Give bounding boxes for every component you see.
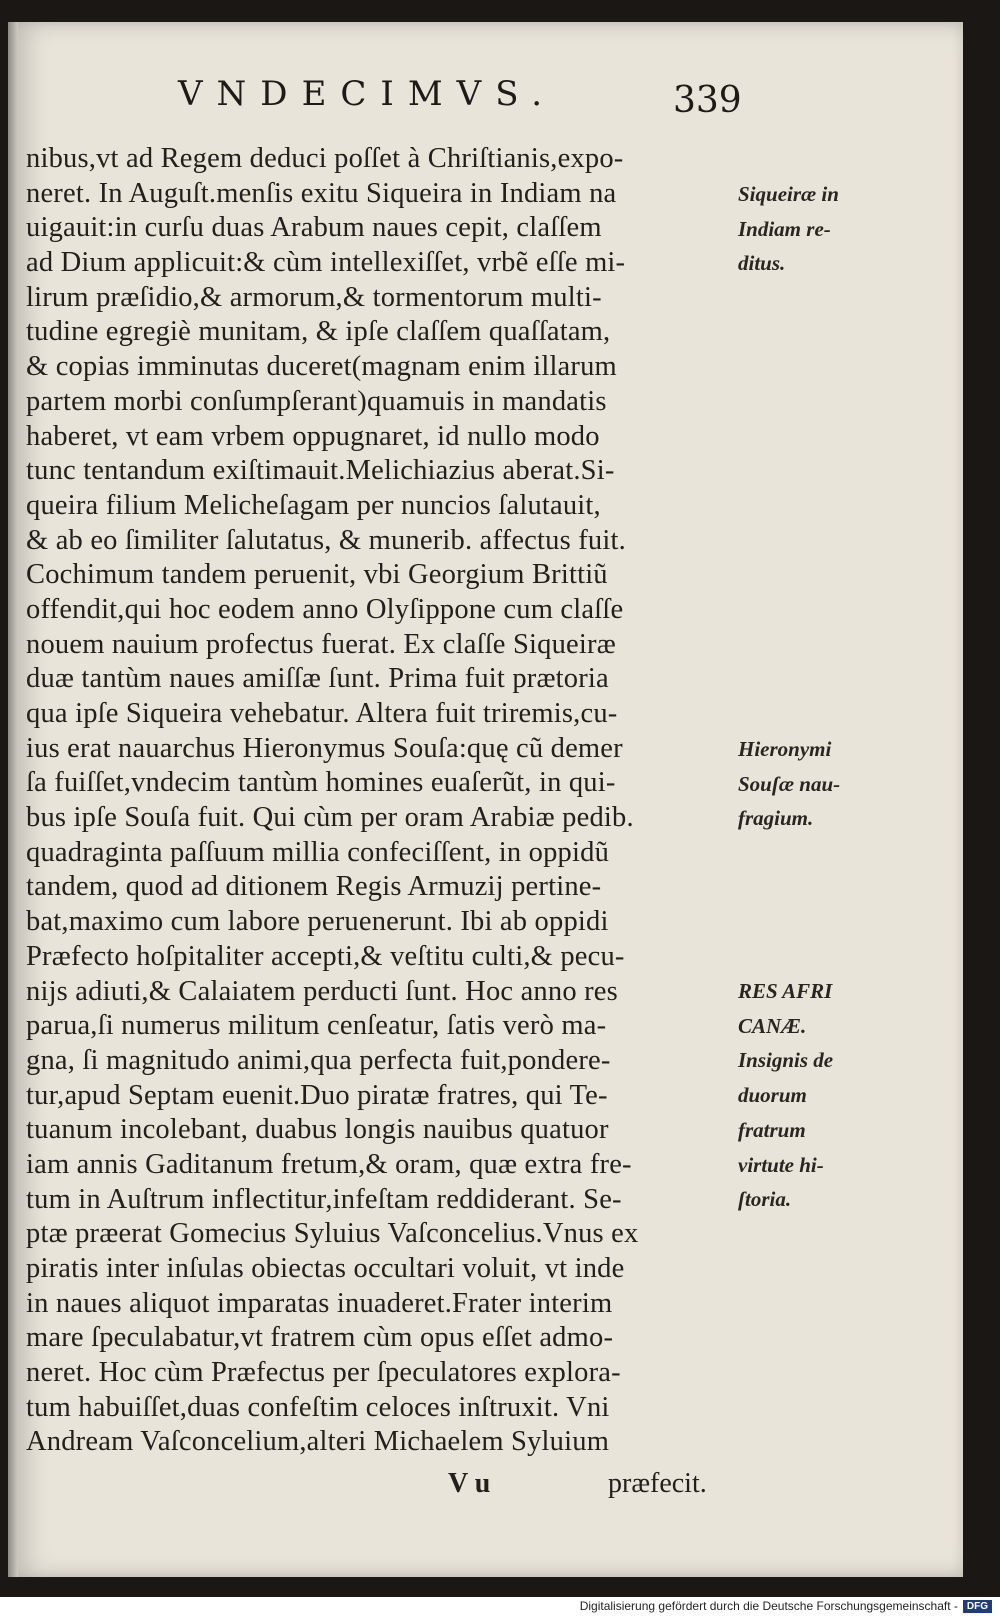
text-line: offendit,qui hoc eodem anno Olyſippone cum claſſe [26, 593, 624, 625]
text-line: Præfecto hoſpitaliter accepti,& veſtitu culti,& pecu- [26, 940, 625, 972]
running-head: VNDECIMVS. [178, 74, 557, 114]
text-line: gna, ſi magnitudo animi,qua perfecta fuit,pondere- [26, 1044, 611, 1076]
marginal-note-line: Insignis de [738, 1048, 834, 1073]
marginal-note-line: RES AFRI [738, 979, 833, 1003]
text-line: tum habuiſſet,duas confeſtim celoces inſtruxit. Vni [26, 1391, 610, 1423]
text-line: tunc tentandum exiſtimauit.Melichiazius aberat.Si- [26, 455, 615, 487]
text-line: iam annis Gaditanum fretum,& oram, quæ extra fre- [26, 1148, 632, 1180]
text-line: tandem, quod ad ditionem Regis Armuzij pertine- [26, 871, 602, 903]
marginal-note-line: CANÆ. [738, 1013, 807, 1038]
text-line: bus ipſe Souſa fuit. Qui cùm per oram Arabiæ pedib. [26, 802, 634, 834]
marginal-note-line: Hieronymi [738, 737, 832, 761]
text-line: bat,maximo cum labore peruenerunt. Ibi ab oppidi [26, 906, 609, 938]
text-line: ſa fuiſſet,vndecim tantùm homines euaſerũt, in qui- [26, 767, 616, 799]
text-line: uigauit:in curſu duas Arabum naues cepit, claſſem [26, 212, 602, 244]
marginal-note-line: virtute hi- [738, 1152, 824, 1177]
text-line: qua ipſe Siqueira vehebatur. Altera fuit triremis,cu- [26, 698, 618, 729]
text-line: in naues aliquot imparatas inuaderet.Frater interim [26, 1287, 613, 1319]
text-line: tum in Auſtrum inflectitur,infeſtam reddiderant. Se- [26, 1183, 622, 1215]
body-text [26, 142, 736, 1460]
text-line: nouem nauium profectus fuerat. Ex claſſe Siqueiræ [26, 628, 616, 660]
text-line: queira filium Melicheſagam per nuncios ſalutauit, [26, 489, 601, 521]
marginal-note-line: duorum [738, 1083, 807, 1108]
marginal-note-line: ſtoria. [738, 1187, 792, 1212]
text-line: tudine egregiè munitam, & ipſe claſſem quaſſatam, [26, 316, 611, 348]
text-line: Andream Vaſconcelium,alteri Michaelem Syluium [26, 1426, 610, 1458]
text-line: ad Dium applicuit:& cùm intellexiſſet, vrbẽ eſſe mi- [26, 247, 626, 279]
marginal-note-line: ditus. [738, 251, 786, 276]
catchword: præfecit. [608, 1468, 707, 1499]
marginal-note-res-africanae [738, 974, 938, 1217]
text-line: quadraginta paſſuum millia confeciſſent, in oppidũ [26, 836, 610, 868]
page-number: 339 [673, 80, 742, 121]
text-line: ptæ præerat Gomecius Syluius Vaſconcelius.Vnus ex [26, 1218, 639, 1250]
text-line: haberet, vt eam vrbem oppugnaret, id nullo modo [26, 420, 600, 452]
text-line: mare ſpeculabatur,vt fratrem cùm opus eſſet admo- [26, 1322, 614, 1354]
text-line: & ab eo ſimiliter ſalutatus, & munerib. affectus fuit. [26, 524, 626, 556]
signature-mark: V u [448, 1468, 491, 1499]
dfg-logo: DFG [963, 1600, 992, 1613]
marginal-note-siqueira [738, 177, 938, 281]
marginal-note-line: fratrum [738, 1117, 806, 1142]
text-line: nibus,vt ad Regem deduci poſſet à Chriſtianis,expo- [26, 143, 624, 174]
marginal-note-line: fragium. [738, 806, 814, 831]
funding-credit [580, 1599, 992, 1613]
text-line: & copias imminutas duceret(magnam enim illarum [26, 351, 617, 383]
text-line: partem morbi conſumpſerant)quamuis in mandatis [26, 385, 607, 417]
text-line: neret. In Auguſt.menſis exitu Siqueira in Indiam na [26, 177, 617, 209]
marginal-note-line: Siqueiræ in [738, 182, 839, 206]
text-line: duæ tantùm naues amiſſæ ſunt. Prima fuit prætoria [26, 663, 609, 695]
text-line: lirum præſidio,& armorum,& tormentorum multi- [26, 281, 602, 313]
text-line: Cochimum tandem peruenit, vbi Georgium Brittiũ [26, 559, 608, 591]
marginal-note-line: Souſæ nau- [738, 771, 841, 796]
page-gutter-shadow [8, 22, 18, 1577]
text-line: tur,apud Septam euenit.Duo piratæ fratres, qui Te- [26, 1079, 608, 1111]
text-line: parua,ſi numerus militum cenſeatur, ſatis verò ma- [26, 1010, 607, 1042]
text-line: ius erat nauarchus Hieronymus Souſa:quę cũ demer [26, 732, 623, 764]
text-line: piratis inter inſulas obiectas occultari voluit, vt inde [26, 1253, 625, 1284]
text-line: neret. Hoc cùm Præfectus per ſpeculatores explora- [26, 1357, 621, 1389]
text-line: tuanum incolebant, duabus longis nauibus quatuor [26, 1114, 609, 1146]
marginal-note-line: Indiam re- [738, 216, 831, 241]
book-page [8, 22, 963, 1577]
marginal-note-sousa [738, 732, 938, 836]
credit-text: Digitalisierung gefördert durch die Deutsche Forschungsgemeinschaft - [579, 1599, 958, 1613]
text-line: nijs adiuti,& Calaiatem perducti ſunt. Hoc anno res [26, 975, 618, 1007]
footer-bar [0, 1597, 1000, 1621]
